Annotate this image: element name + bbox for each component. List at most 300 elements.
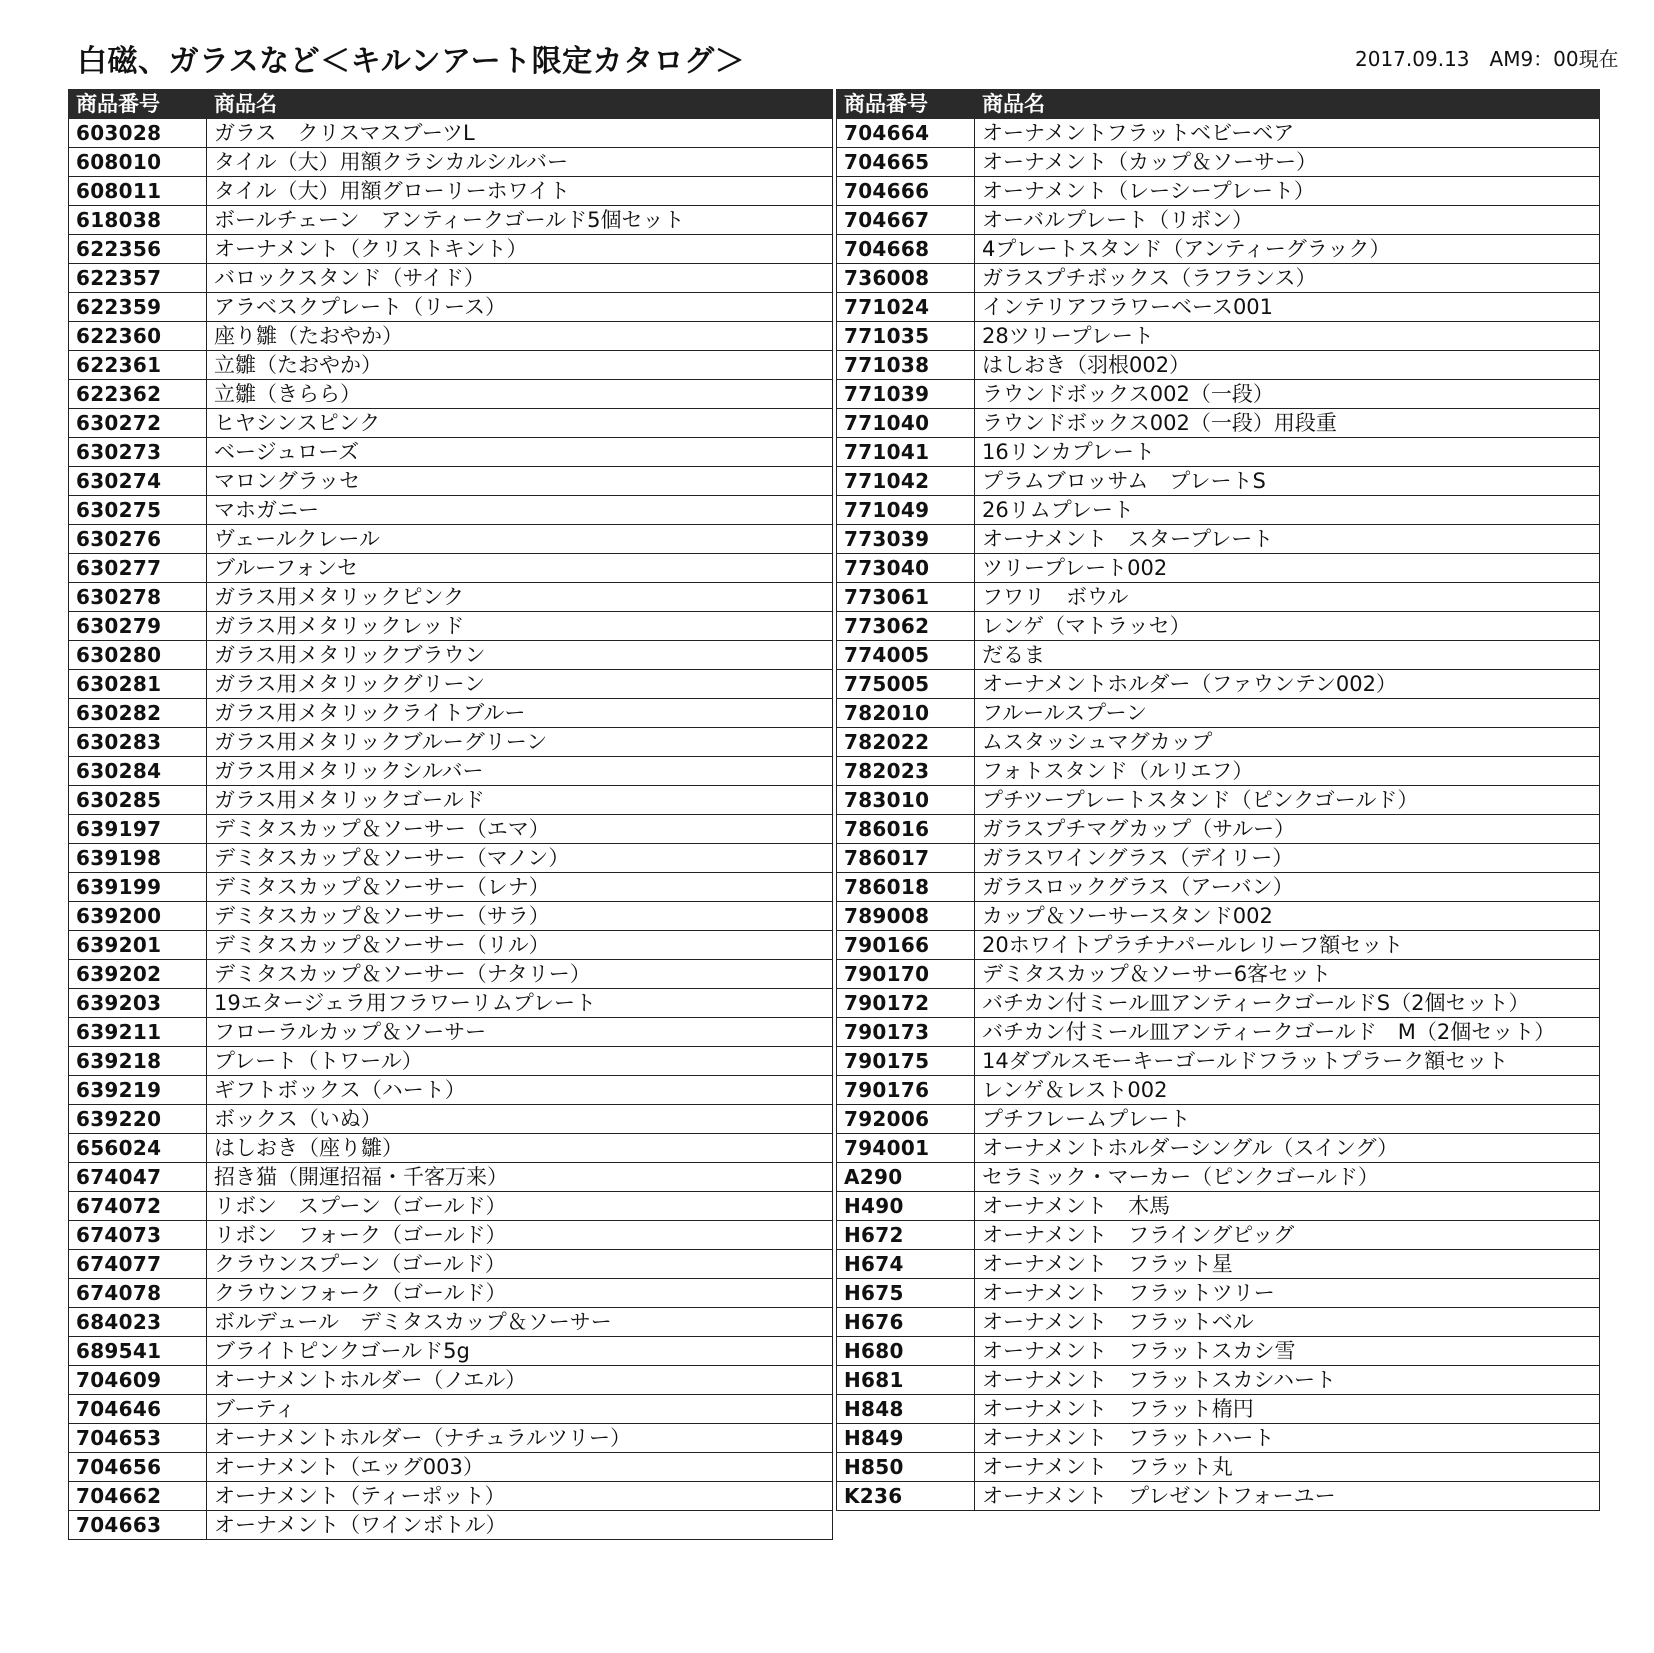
table-row <box>837 931 1600 960</box>
product-code: 782023 <box>837 757 975 786</box>
table-row <box>69 902 833 931</box>
table-row <box>69 989 833 1018</box>
product-name: 28ツリープレート <box>975 322 1600 351</box>
table-row <box>69 583 833 612</box>
table-row <box>837 438 1600 467</box>
product-code: 630275 <box>69 496 207 525</box>
product-code: H675 <box>837 1279 975 1308</box>
product-code: H681 <box>837 1366 975 1395</box>
table-row <box>837 699 1600 728</box>
product-name: ボールチェーン アンティークゴールド5個セット <box>207 206 833 235</box>
product-code: H672 <box>837 1221 975 1250</box>
product-code: H680 <box>837 1337 975 1366</box>
table-row <box>69 1250 833 1279</box>
table-row <box>69 1163 833 1192</box>
product-code: 622360 <box>69 322 207 351</box>
product-code: 630281 <box>69 670 207 699</box>
product-name: デミタスカップ＆ソーサー（レナ） <box>207 873 833 902</box>
product-name: インテリアフラワーベース001 <box>975 293 1600 322</box>
product-name: デミタスカップ＆ソーサー（マノン） <box>207 844 833 873</box>
product-code: 771049 <box>837 496 975 525</box>
table-row <box>837 1047 1600 1076</box>
product-code: 790173 <box>837 1018 975 1047</box>
table-row <box>69 293 833 322</box>
product-code: 674073 <box>69 1221 207 1250</box>
product-code: 630284 <box>69 757 207 786</box>
table-row <box>69 1511 833 1540</box>
product-name: レンゲ＆レスト002 <box>975 1076 1600 1105</box>
product-code: K236 <box>837 1482 975 1511</box>
product-code: H849 <box>837 1424 975 1453</box>
product-code: 704662 <box>69 1482 207 1511</box>
table-row <box>69 786 833 815</box>
catalog-table-right <box>836 89 1600 1511</box>
product-code: 630283 <box>69 728 207 757</box>
product-name: ブライトピンクゴールド5g <box>207 1337 833 1366</box>
product-code: H674 <box>837 1250 975 1279</box>
product-code: 773062 <box>837 612 975 641</box>
table-row <box>69 525 833 554</box>
product-name: ガラス用メタリックレッド <box>207 612 833 641</box>
table-row <box>837 264 1600 293</box>
product-name: ブーティ <box>207 1395 833 1424</box>
product-code: H676 <box>837 1308 975 1337</box>
product-code: 789008 <box>837 902 975 931</box>
product-name: 立雛（きらら） <box>207 380 833 409</box>
catalog-table-left <box>68 89 833 1540</box>
product-code: 771024 <box>837 293 975 322</box>
product-code: 622362 <box>69 380 207 409</box>
product-name: レンゲ（マトラッセ） <box>975 612 1600 641</box>
product-name: プチツープレートスタンド（ピンクゴールド） <box>975 786 1600 815</box>
product-name: ラウンドボックス002（一段） <box>975 380 1600 409</box>
table-row <box>837 322 1600 351</box>
table-row <box>837 235 1600 264</box>
product-name: バチカン付ミール皿アンティークゴールド M（2個セット） <box>975 1018 1600 1047</box>
product-name: カップ＆ソーサースタンド002 <box>975 902 1600 931</box>
product-code: 704666 <box>837 177 975 206</box>
product-code: 622357 <box>69 264 207 293</box>
product-name: フルールスプーン <box>975 699 1600 728</box>
table-row <box>69 612 833 641</box>
table-row <box>69 235 833 264</box>
product-code: H850 <box>837 1453 975 1482</box>
table-row <box>69 815 833 844</box>
table-row <box>69 1424 833 1453</box>
product-name: ベージュローズ <box>207 438 833 467</box>
product-code: 603028 <box>69 119 207 148</box>
product-name: セラミック・マーカー（ピンクゴールド） <box>975 1163 1600 1192</box>
product-name: 立雛（たおやか） <box>207 351 833 380</box>
table-row <box>837 1076 1600 1105</box>
table-row <box>837 1192 1600 1221</box>
product-name: バロックスタンド（サイド） <box>207 264 833 293</box>
product-code: 608010 <box>69 148 207 177</box>
product-code: 771041 <box>837 438 975 467</box>
product-code: 630282 <box>69 699 207 728</box>
column-header-code: 商品番号 <box>837 90 975 119</box>
product-name: ツリープレート002 <box>975 554 1600 583</box>
product-code: 630274 <box>69 467 207 496</box>
product-code: 771035 <box>837 322 975 351</box>
product-code: 639202 <box>69 960 207 989</box>
product-name: オーナメント（ワインボトル） <box>207 1511 833 1540</box>
table-row <box>837 612 1600 641</box>
product-code: 771040 <box>837 409 975 438</box>
table-row <box>69 757 833 786</box>
product-name: バチカン付ミール皿アンティークゴールドS（2個セット） <box>975 989 1600 1018</box>
product-code: 773040 <box>837 554 975 583</box>
product-name: タイル（大）用額クラシカルシルバー <box>207 148 833 177</box>
table-row <box>69 322 833 351</box>
table-row <box>837 119 1600 148</box>
product-name: ガラスワイングラス（デイリー） <box>975 844 1600 873</box>
product-name: オーナメントホルダーシングル（スイング） <box>975 1134 1600 1163</box>
product-code: 790176 <box>837 1076 975 1105</box>
product-name: オーナメント フラットハート <box>975 1424 1600 1453</box>
table-row <box>837 525 1600 554</box>
product-code: 773061 <box>837 583 975 612</box>
page-title: 白磁、ガラスなど＜キルンアート限定カタログ＞ <box>77 44 746 79</box>
product-name: オーナメント（カップ＆ソーサー） <box>975 148 1600 177</box>
product-code: 771039 <box>837 380 975 409</box>
table-row <box>69 496 833 525</box>
column-header-name: 商品名 <box>207 90 833 119</box>
product-code: 630279 <box>69 612 207 641</box>
product-code: 773039 <box>837 525 975 554</box>
table-row <box>69 1453 833 1482</box>
product-name: 招き猫（開運招福・千客万来） <box>207 1163 833 1192</box>
table-row <box>837 1163 1600 1192</box>
product-code: 794001 <box>837 1134 975 1163</box>
product-name: ガラス用メタリックブルーグリーン <box>207 728 833 757</box>
product-code: 684023 <box>69 1308 207 1337</box>
table-row <box>837 786 1600 815</box>
table-row <box>69 960 833 989</box>
table-row <box>837 1018 1600 1047</box>
table-row <box>69 641 833 670</box>
product-name: オーナメント（クリストキント） <box>207 235 833 264</box>
product-name: デミタスカップ＆ソーサー（リル） <box>207 931 833 960</box>
product-name: オーナメント 木馬 <box>975 1192 1600 1221</box>
table-row <box>837 1453 1600 1482</box>
table-row <box>837 177 1600 206</box>
product-code: 790170 <box>837 960 975 989</box>
table-row <box>837 380 1600 409</box>
product-name: はしおき（羽根002） <box>975 351 1600 380</box>
table-row <box>837 960 1600 989</box>
table-row <box>69 1366 833 1395</box>
product-code: 782010 <box>837 699 975 728</box>
product-code: 639203 <box>69 989 207 1018</box>
product-code: 674072 <box>69 1192 207 1221</box>
table-row <box>837 1105 1600 1134</box>
product-name: オーナメント プレゼントフォーユー <box>975 1482 1600 1511</box>
product-code: H490 <box>837 1192 975 1221</box>
product-name: だるま <box>975 641 1600 670</box>
product-code: 786018 <box>837 873 975 902</box>
table-row <box>69 670 833 699</box>
table-row <box>837 873 1600 902</box>
table-row <box>837 293 1600 322</box>
product-code: 674078 <box>69 1279 207 1308</box>
product-name: デミタスカップ＆ソーサー（ナタリー） <box>207 960 833 989</box>
product-code: 704653 <box>69 1424 207 1453</box>
product-name: ガラスロックグラス（アーバン） <box>975 873 1600 902</box>
product-code: 639219 <box>69 1076 207 1105</box>
product-code: 630273 <box>69 438 207 467</box>
product-name: オーナメント（エッグ003） <box>207 1453 833 1482</box>
table-row <box>837 554 1600 583</box>
table-row <box>837 583 1600 612</box>
table-row <box>69 1308 833 1337</box>
product-code: 704663 <box>69 1511 207 1540</box>
table-row <box>837 1424 1600 1453</box>
table-row <box>69 1076 833 1105</box>
product-name: 4プレートスタンド（アンティーグラック） <box>975 235 1600 264</box>
table-row <box>837 902 1600 931</box>
table-row <box>69 844 833 873</box>
timestamp: 2017.09.13 AM9：00現在 <box>1355 47 1619 71</box>
product-name: ボルデュール デミタスカップ＆ソーサー <box>207 1308 833 1337</box>
column-header-name: 商品名 <box>975 90 1600 119</box>
product-code: 782022 <box>837 728 975 757</box>
table-row <box>69 873 833 902</box>
table-row <box>837 148 1600 177</box>
table-header-row <box>69 90 833 119</box>
table-row <box>69 699 833 728</box>
product-name: マロングラッセ <box>207 467 833 496</box>
product-name: オーナメント フラット楕円 <box>975 1395 1600 1424</box>
product-code: 630277 <box>69 554 207 583</box>
product-name: フワリ ボウル <box>975 583 1600 612</box>
product-code: 639220 <box>69 1105 207 1134</box>
table-row <box>69 1047 833 1076</box>
product-name: 19エタージェラ用フラワーリムプレート <box>207 989 833 1018</box>
product-code: 704665 <box>837 148 975 177</box>
product-name: ガラス用メタリックシルバー <box>207 757 833 786</box>
product-name: フローラルカップ＆ソーサー <box>207 1018 833 1047</box>
table-row <box>837 1221 1600 1250</box>
product-code: 786016 <box>837 815 975 844</box>
product-name: オーナメント スタープレート <box>975 525 1600 554</box>
product-code: 630276 <box>69 525 207 554</box>
table-row <box>837 1308 1600 1337</box>
table-row <box>837 641 1600 670</box>
table-row <box>837 728 1600 757</box>
product-name: プレート（トワール） <box>207 1047 833 1076</box>
product-code: 608011 <box>69 177 207 206</box>
product-name: ギフトボックス（ハート） <box>207 1076 833 1105</box>
product-name: ヴェールクレール <box>207 525 833 554</box>
product-name: ガラス クリスマスブーツL <box>207 119 833 148</box>
product-code: 630285 <box>69 786 207 815</box>
product-name: ヒヤシンスピンク <box>207 409 833 438</box>
product-name: プラムブロッサム プレートS <box>975 467 1600 496</box>
product-name: オーナメントホルダー（ナチュラルツリー） <box>207 1424 833 1453</box>
product-name: クラウンフォーク（ゴールド） <box>207 1279 833 1308</box>
product-name: リボン フォーク（ゴールド） <box>207 1221 833 1250</box>
product-name: デミタスカップ＆ソーサー（エマ） <box>207 815 833 844</box>
product-code: A290 <box>837 1163 975 1192</box>
product-code: 639201 <box>69 931 207 960</box>
product-name: オーナメントホルダー（ノエル） <box>207 1366 833 1395</box>
product-code: 704664 <box>837 119 975 148</box>
table-row <box>837 1366 1600 1395</box>
product-code: 630278 <box>69 583 207 612</box>
table-row <box>837 1482 1600 1511</box>
product-name: 16リンカプレート <box>975 438 1600 467</box>
table-row <box>69 409 833 438</box>
product-code: 618038 <box>69 206 207 235</box>
product-code: 704609 <box>69 1366 207 1395</box>
table-row <box>69 554 833 583</box>
product-code: 704668 <box>837 235 975 264</box>
product-name: 座り雛（たおやか） <box>207 322 833 351</box>
product-code: 775005 <box>837 670 975 699</box>
product-name: ガラス用メタリックゴールド <box>207 786 833 815</box>
product-name: ガラス用メタリックピンク <box>207 583 833 612</box>
product-code: 771042 <box>837 467 975 496</box>
product-name: 26リムプレート <box>975 496 1600 525</box>
product-name: オーナメント フラット丸 <box>975 1453 1600 1482</box>
table-header-row <box>837 90 1600 119</box>
table-row <box>69 148 833 177</box>
table-row <box>837 815 1600 844</box>
table-row <box>69 728 833 757</box>
product-name: プチフレームプレート <box>975 1105 1600 1134</box>
table-row <box>837 1134 1600 1163</box>
table-row <box>837 757 1600 786</box>
table-row <box>69 931 833 960</box>
product-name: ガラス用メタリックグリーン <box>207 670 833 699</box>
product-name: 14ダブルスモーキーゴールドフラットプラーク額セット <box>975 1047 1600 1076</box>
product-code: 790166 <box>837 931 975 960</box>
product-name: オーナメント フラットツリー <box>975 1279 1600 1308</box>
product-name: オーナメント フラットスカシハート <box>975 1366 1600 1395</box>
product-name: ムスタッシュマグカップ <box>975 728 1600 757</box>
product-code: 786017 <box>837 844 975 873</box>
table-row <box>837 409 1600 438</box>
product-name: ガラスプチボックス（ラフランス） <box>975 264 1600 293</box>
table-row <box>69 1279 833 1308</box>
product-code: H848 <box>837 1395 975 1424</box>
table-row <box>837 467 1600 496</box>
product-name: ガラス用メタリックライトブルー <box>207 699 833 728</box>
product-code: 689541 <box>69 1337 207 1366</box>
product-name: ボックス（いぬ） <box>207 1105 833 1134</box>
product-code: 790175 <box>837 1047 975 1076</box>
product-name: タイル（大）用額グローリーホワイト <box>207 177 833 206</box>
table-row <box>837 1250 1600 1279</box>
product-code: 639218 <box>69 1047 207 1076</box>
product-code: 639199 <box>69 873 207 902</box>
product-name: クラウンスプーン（ゴールド） <box>207 1250 833 1279</box>
table-row <box>837 670 1600 699</box>
product-code: 622359 <box>69 293 207 322</box>
product-name: リボン スプーン（ゴールド） <box>207 1192 833 1221</box>
product-name: ガラスプチマグカップ（サルー） <box>975 815 1600 844</box>
product-code: 674077 <box>69 1250 207 1279</box>
product-name: オーナメント フラットスカシ雪 <box>975 1337 1600 1366</box>
product-code: 630272 <box>69 409 207 438</box>
table-row <box>69 467 833 496</box>
table-row <box>69 1482 833 1511</box>
table-row <box>69 438 833 467</box>
table-row <box>837 1279 1600 1308</box>
product-code: 639197 <box>69 815 207 844</box>
product-name: オーナメントホルダー（ファウンテン002） <box>975 670 1600 699</box>
product-code: 639211 <box>69 1018 207 1047</box>
product-code: 704656 <box>69 1453 207 1482</box>
product-name: はしおき（座り雛） <box>207 1134 833 1163</box>
table-row <box>69 1134 833 1163</box>
product-name: オーナメント（レーシープレート） <box>975 177 1600 206</box>
product-code: 639200 <box>69 902 207 931</box>
product-name: ガラス用メタリックブラウン <box>207 641 833 670</box>
product-name: オーナメント フラットベル <box>975 1308 1600 1337</box>
table-row <box>837 844 1600 873</box>
table-row <box>69 380 833 409</box>
table-row <box>69 1337 833 1366</box>
product-name: 20ホワイトプラチナパールレリーフ額セット <box>975 931 1600 960</box>
table-row <box>69 1018 833 1047</box>
product-code: 622356 <box>69 235 207 264</box>
table-row <box>69 177 833 206</box>
table-row <box>69 351 833 380</box>
product-code: 656024 <box>69 1134 207 1163</box>
table-row <box>837 1395 1600 1424</box>
product-name: オーバルプレート（リボン） <box>975 206 1600 235</box>
product-name: アラベスクプレート（リース） <box>207 293 833 322</box>
product-code: 790172 <box>837 989 975 1018</box>
product-code: 792006 <box>837 1105 975 1134</box>
table-row <box>69 1192 833 1221</box>
product-code: 674047 <box>69 1163 207 1192</box>
product-code: 736008 <box>837 264 975 293</box>
table-row <box>69 119 833 148</box>
table-row <box>69 1221 833 1250</box>
table-row <box>837 206 1600 235</box>
product-name: オーナメントフラットベビーベア <box>975 119 1600 148</box>
product-code: 622361 <box>69 351 207 380</box>
column-header-code: 商品番号 <box>69 90 207 119</box>
product-code: 704646 <box>69 1395 207 1424</box>
product-code: 774005 <box>837 641 975 670</box>
table-row <box>69 264 833 293</box>
table-row <box>69 1105 833 1134</box>
product-name: マホガニー <box>207 496 833 525</box>
product-name: オーナメント（ティーポット） <box>207 1482 833 1511</box>
product-name: オーナメント フライングピッグ <box>975 1221 1600 1250</box>
product-name: ラウンドボックス002（一段）用段重 <box>975 409 1600 438</box>
product-code: 630280 <box>69 641 207 670</box>
table-row <box>837 1337 1600 1366</box>
table-row <box>69 206 833 235</box>
product-code: 639198 <box>69 844 207 873</box>
product-code: 704667 <box>837 206 975 235</box>
product-code: 771038 <box>837 351 975 380</box>
product-name: ブルーフォンセ <box>207 554 833 583</box>
table-row <box>69 1395 833 1424</box>
product-name: オーナメント フラット星 <box>975 1250 1600 1279</box>
table-row <box>837 496 1600 525</box>
product-code: 783010 <box>837 786 975 815</box>
table-row <box>837 351 1600 380</box>
product-name: デミタスカップ＆ソーサー（サラ） <box>207 902 833 931</box>
table-row <box>837 989 1600 1018</box>
product-name: デミタスカップ＆ソーサー6客セット <box>975 960 1600 989</box>
